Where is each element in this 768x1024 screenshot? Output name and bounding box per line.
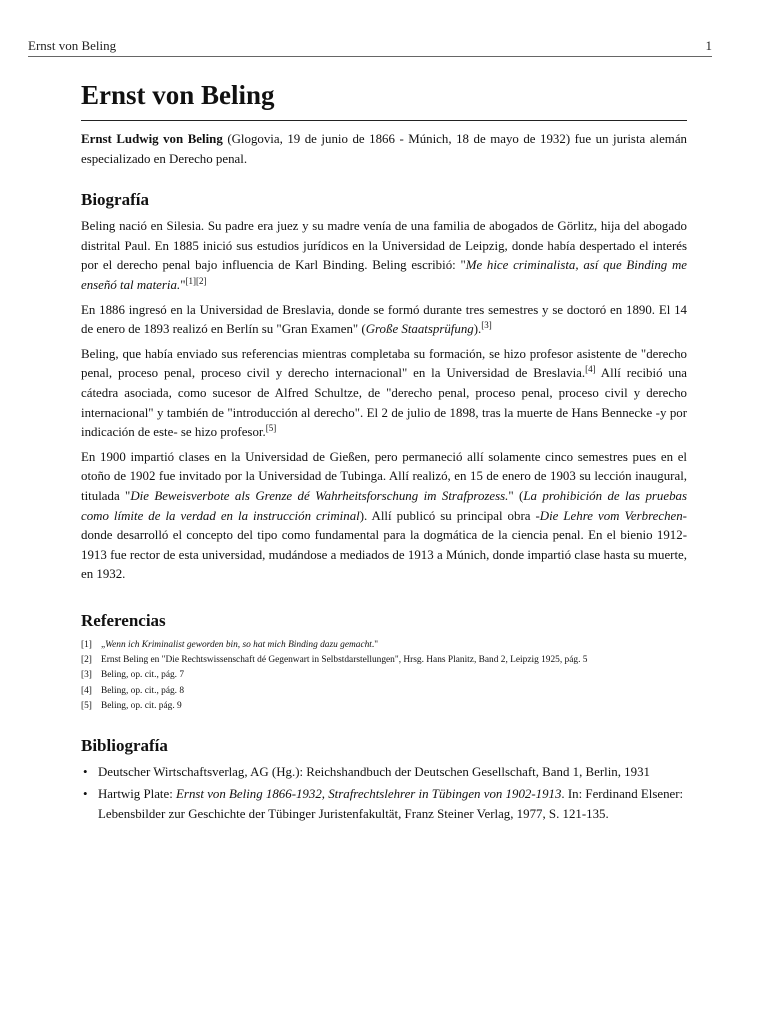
page-number: 1 [705, 38, 712, 53]
page-title: Ernst von Beling [81, 76, 687, 121]
biography-paragraph-1 [81, 217, 687, 295]
biography-heading: Biografía [81, 190, 149, 210]
reference-number[interactable]: [1] [81, 639, 92, 650]
bio-p1-text: Beling nació en Silesia. Su padre era juez y su madre venía de una familia de abogados de Görlitz, hija del abogado distrital Paul. En 1885 inició sus estudios jurídicos en la Universidad de Leipzig, donde había despertado el interés por el derecho penal bajo influencia de Karl Binding. Beling escribió: " [81, 219, 687, 273]
reference-item [81, 653, 687, 668]
reference-number[interactable]: [2] [81, 655, 92, 666]
bibliography-item [81, 785, 687, 824]
biography-paragraph-2 [81, 301, 687, 340]
intro-text: (Glogovia, 19 de junio de 1866 - Múnich, 18 de mayo de 1932) fue un jurista alemán especializado en Derecho penal. [81, 132, 687, 166]
bio-p4-text: En 1900 impartió clases en la Universidad de Gießen, pero permaneció allí solamente cinco semestres pues en el otoño de 1902 fue invitado por la Universidad de Tubinga. Allí realizó, en 15 de enero de 1903 su lección inaugural, titulada " [81, 449, 687, 503]
reference-number[interactable]: [4] [81, 685, 92, 696]
intro-name: Ernst Ludwig von Beling [81, 132, 223, 146]
intro-paragraph [81, 130, 687, 169]
reference-number[interactable]: [3] [81, 670, 92, 681]
bibliography-text: Hartwig Plate: [98, 786, 177, 801]
bullet-icon: • [83, 786, 88, 801]
biography-paragraph-3 [81, 345, 687, 443]
bibliography-list [81, 763, 687, 824]
bio-p4-italic1: Die Beweisverbote als Grenze dé Wahrheitsforschung im Strafprozess. [130, 488, 509, 503]
citation-link-1-2[interactable]: [1][2] [185, 275, 207, 286]
reference-text: Beling, op. cit., pág. 7 [101, 670, 185, 681]
bio-p2-italic: Große Staatsprüfung [365, 322, 474, 337]
bibliography-item [81, 763, 687, 783]
reference-italic: Wenn ich Kriminalist geworden bin, so hat mich Binding dazu gemacht [105, 639, 372, 650]
bio-p4-italic2: La prohibición de las pruebas como límite de la verdad en la instrucción criminal [81, 488, 687, 523]
citation-link-3[interactable]: [3] [481, 320, 492, 331]
reference-text: Ernst Beling en "Die Rechtswissenschaft dé Gegenwart in Selbstdarstellungen", Hrsg. Hans Planitz, Band 2, Leipzig 1925, pág. 5 [101, 655, 588, 666]
bio-p4-text4: donde desarrolló el concepto del tipo como fundamental para la dogmática de la ciencia penal. En el bienio 1912-1913 fue rector de esta universidad, mudándose a mediados de 1913 a Múnich, donde impartió clase hasta su muerte, en 1932. [81, 528, 687, 582]
bibliography-text: Deutscher Wirtschaftsverlag, AG (Hg.): Reichshandbuch der Deutschen Gesellschaft, Band 1, Berlin, 1931 [98, 765, 650, 780]
reference-item [81, 638, 687, 653]
bibliography-heading: Bibliografía [81, 736, 168, 756]
reference-text: Beling, op. cit. pág. 9 [101, 701, 182, 712]
reference-text: Beling, op. cit., pág. 8 [101, 685, 185, 696]
bio-p3-text2: Allí recibió una cátedra asociada, como sucesor de Alfred Schultze, de "derecho penal, proceso penal, proceso civil y derecho internacional" y también de "introducción al derecho". El 2 de julio de 1898, tras la muerte de Hans Bennecke -y por indicación de este- se hizo profesor. [81, 366, 687, 440]
bibliography-italic: Ernst von Beling 1866-1932, Strafrechtslehrer in Tübingen von 1902-1913 [176, 786, 562, 801]
bio-p2-end: ). [473, 322, 482, 337]
references-heading: Referencias [81, 610, 166, 630]
references-list [81, 638, 687, 714]
citation-link-4[interactable]: [4] [585, 364, 596, 375]
bio-p4-italic3: -Die Lehre vom Verbrechen- [535, 508, 687, 523]
citation-link-5[interactable]: [5] [265, 423, 277, 434]
reference-number[interactable]: [5] [81, 701, 92, 712]
reference-quote-open: „ [101, 639, 106, 650]
running-header-title: Ernst von Beling [28, 38, 117, 53]
bio-p2-text: En 1886 ingresó en la Universidad de Breslavia, donde se formó durante tres semestres y se doctoró en 1890. El 14 de enero de 1893 realizó en Berlín su "Gran Examen" ( [81, 302, 687, 337]
reference-item [81, 699, 687, 714]
bio-p4-text3: ). Allí publicó su principal obra [359, 508, 536, 523]
biography-paragraph-4 [81, 448, 687, 585]
bio-p4-text2: " ( [508, 488, 524, 503]
bio-p3-text: Beling, que había enviado sus referencias mientras completaba su formación, se hizo profesor asistente de "derecho penal, proceso penal, proceso civil y derecho internacional" en la Universidad de Breslavia. [81, 346, 687, 381]
reference-item [81, 668, 687, 683]
bibliography-text-end: . In: Ferdinand Elsener: Lebensbilder zur Geschichte der Tübinger Juristenfakultät, Franz Steiner Verlag, 1977, S. 121-135. [98, 786, 684, 821]
bio-p1-quote: Me hice criminalista, así que Binding me enseñó tal materia. [81, 258, 687, 292]
reference-quote-close: ." [371, 639, 379, 650]
bullet-icon: • [83, 765, 88, 780]
article-content [81, 76, 687, 826]
bio-p1-end: " [180, 277, 186, 292]
reference-item [81, 684, 687, 699]
running-header [28, 36, 712, 57]
